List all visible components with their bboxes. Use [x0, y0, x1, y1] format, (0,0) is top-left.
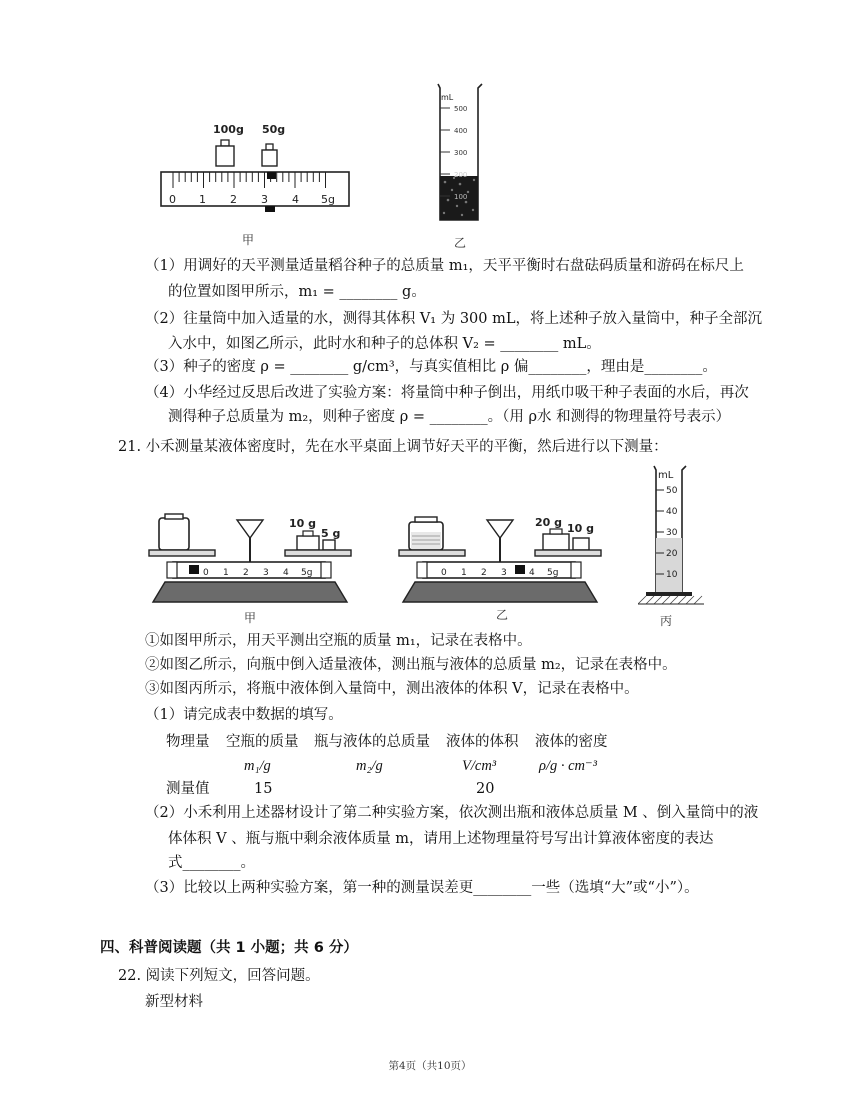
- cylinder1-tick-100: 100: [454, 193, 468, 201]
- ruler3-tick-2: 2: [481, 568, 487, 578]
- table-header-empty-bottle-mass: 空瓶的质量: [226, 734, 299, 750]
- ruler2-tick-5g: 5g: [301, 568, 313, 578]
- cylinder1-tick-300: 300: [454, 149, 468, 157]
- q21-part3: （3）比较以上两种实验方案，第一种的测量误差更________一些（选填“大”或“小”）。: [145, 880, 699, 896]
- ruler3-tick-1: 1: [461, 568, 467, 578]
- ruler-tick-1: 1: [199, 193, 206, 206]
- ruler3-tick-4: 4: [529, 568, 535, 578]
- q21-part2-line3: 式________。: [168, 855, 255, 871]
- cylinder2-tick-10: 10: [666, 570, 678, 580]
- q22-passage-title: 新型材料: [145, 994, 203, 1010]
- ruler3-tick-3: 3: [501, 568, 507, 578]
- weight-label-10g: 10 g: [289, 517, 317, 530]
- ruler-tick-4: 4: [292, 193, 299, 206]
- table-unit-m2: m₂/g: [356, 758, 383, 774]
- figure-graduated-cylinder-liquid: [638, 460, 704, 610]
- ruler3-tick-5g: 5g: [547, 568, 559, 578]
- q20-part2-line1: （2）往量筒中加入适量的水，测得其体积 V₁ 为 300 mL，将上述种子放入量筒中，种子全部沉: [145, 311, 762, 327]
- ruler3-tick-0: 0: [441, 568, 447, 578]
- section4-heading: 四、科普阅读题（共 1 小题；共 6 分）: [100, 940, 358, 956]
- cylinder1-tick-200: 200: [454, 171, 468, 179]
- weight-label-5g: 5 g: [321, 527, 341, 540]
- q20-part3: （3）种子的密度 ρ = ________ g/cm³，与真实值相比 ρ 偏________，理由是________。: [145, 359, 717, 375]
- table-unit-m1: m₁/g: [244, 758, 271, 774]
- weight-label-10g-b: 10 g: [567, 522, 595, 535]
- q21-part1: （1）请完成表中数据的填写。: [145, 707, 343, 723]
- cylinder2-unit-label: mL: [658, 470, 674, 481]
- figure-balance-bottle-liquid: [395, 510, 605, 605]
- table-header-quantity: 物理量: [166, 734, 210, 750]
- cylinder2-tick-50: 50: [666, 486, 678, 496]
- q21-step2: ②如图乙所示，向瓶中倒入适量液体，测出瓶与液体的总质量 m₂，记录在表格中。: [145, 657, 677, 673]
- ruler-tick-3: 3: [261, 193, 268, 206]
- figure-ruler-balance: [155, 110, 355, 222]
- cylinder1-unit-label: mL: [441, 93, 454, 102]
- q21-part2-line2: 体体积 V 、瓶与瓶中剩余液体质量 m，请用上述物理量符号写出计算液体密度的表达: [168, 831, 714, 847]
- q21-step3: ③如图丙所示，将瓶中液体倒入量筒中，测出液体的体积 V，记录在表格中。: [145, 681, 639, 697]
- cylinder2-tick-30: 30: [666, 528, 678, 538]
- q20-part4-line1: （4）小华经过反思后改进了实验方案：将量筒中种子倒出，用纸巾吸干种子表面的水后，再次: [145, 385, 749, 401]
- table-cell-volume-value: 20: [476, 781, 495, 797]
- q20-part4-line2: 测得种子总质量为 m₂，则种子密度 ρ = ________。（用 ρ水 和测得的物理量符号表示）: [168, 409, 731, 425]
- table-unit-density: ρ/g · cm⁻³: [539, 758, 598, 774]
- table-unit-volume: V/cm³: [462, 758, 497, 774]
- ruler2-tick-1: 1: [223, 568, 229, 578]
- ruler-tick-2: 2: [230, 193, 237, 206]
- weight-label-50g: 50g: [262, 123, 286, 136]
- figure-caption-yi-2: 乙: [496, 608, 509, 622]
- q22-stem: 22. 阅读下列短文，回答问题。: [118, 968, 320, 984]
- figure-balance-empty-bottle: [145, 510, 355, 605]
- figure-caption-bing: 丙: [660, 614, 673, 628]
- figure-graduated-cylinder-seeds: [430, 80, 490, 230]
- table-header-total-mass: 瓶与液体的总质量: [314, 734, 430, 750]
- table-header-liquid-density: 液体的密度: [535, 734, 608, 750]
- ruler-tick-0: 0: [169, 193, 176, 206]
- ruler2-tick-0: 0: [203, 568, 209, 578]
- page-footer: 第4页（共10页）: [388, 1060, 472, 1072]
- q20-part2-line2: 入水中，如图乙所示，此时水和种子的总体积 V₂ = ________ mL。: [168, 336, 601, 352]
- table-cell-m1-value: 15: [254, 781, 273, 797]
- q21-stem: 21. 小禾测量某液体密度时，先在水平桌面上调节好天平的平衡，然后进行以下测量：: [118, 439, 668, 455]
- q21-step1: ①如图甲所示，用天平测出空瓶的质量 m₁，记录在表格中。: [145, 633, 532, 649]
- cylinder2-tick-40: 40: [666, 507, 678, 517]
- cylinder1-tick-500: 500: [454, 105, 468, 113]
- ruler2-tick-3: 3: [263, 568, 269, 578]
- ruler2-tick-2: 2: [243, 568, 249, 578]
- cylinder1-tick-400: 400: [454, 127, 468, 135]
- figure-caption-jia: 甲: [242, 233, 255, 247]
- table-row-label-measured: 测量值: [166, 781, 210, 797]
- ruler2-tick-4: 4: [283, 568, 289, 578]
- table-header-liquid-volume: 液体的体积: [446, 734, 519, 750]
- cylinder2-tick-20: 20: [666, 549, 678, 559]
- figure-caption-yi: 乙: [454, 236, 467, 250]
- figure-caption-jia-2: 甲: [244, 611, 257, 625]
- q21-part2-line1: （2）小禾利用上述器材设计了第二种实验方案，依次测出瓶和液体总质量 M 、倒入量筒中的液: [145, 805, 759, 821]
- weight-label-100g: 100g: [213, 123, 244, 136]
- ruler-tick-5g: 5g: [321, 193, 335, 206]
- q20-part1-line1: （1）用调好的天平测量适量稻谷种子的总质量 m₁，天平平衡时右盘砝码质量和游码在标尺上: [145, 258, 744, 274]
- q20-part1-line2: 的位置如图甲所示，m₁ = ________ g。: [168, 284, 426, 300]
- weight-label-20g: 20 g: [535, 516, 563, 529]
